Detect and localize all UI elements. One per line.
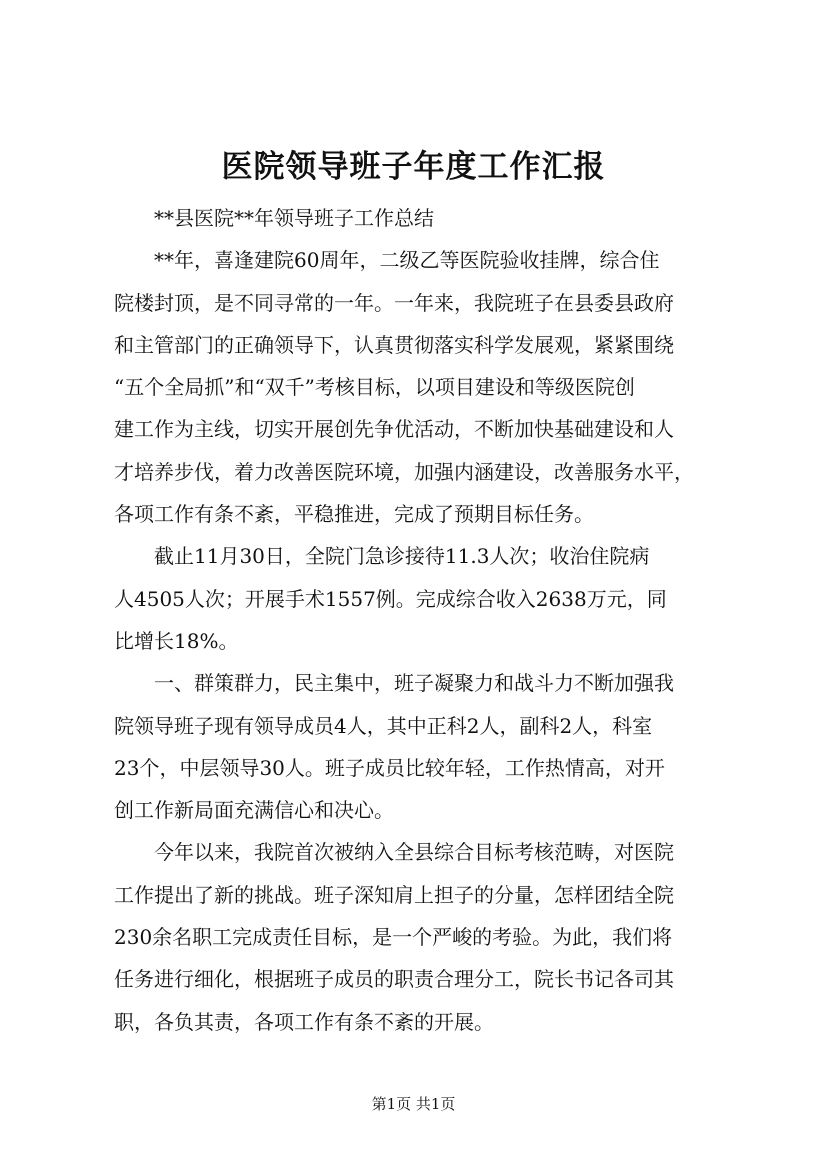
- paragraph-line: 截止11月30日，全院门急诊接待11.3人次；收治住院病: [154, 544, 650, 569]
- paragraph-line: 和主管部门的正确领导下，认真贯彻落实科学发展观，紧紧围绕: [114, 332, 674, 357]
- paragraph-line: 建工作为主线，切实开展创先争优活动，不断加快基础建设和人: [114, 417, 674, 442]
- page-footer: 第1页 共1页: [371, 1095, 456, 1113]
- subtitle-line: **县医院**年领导班子工作总结: [154, 206, 434, 230]
- paragraph-line: 创工作新局面充满信心和决心。: [114, 798, 394, 823]
- paragraph-line: 人4505人次；开展手术1557例。完成综合收入2638万元，同: [114, 586, 667, 611]
- paragraph-line: 比增长18%。: [114, 628, 239, 653]
- paragraph-line: **年，喜逢建院60周年，二级乙等医院验收挂牌，综合住: [154, 248, 660, 273]
- paragraph-line: 工作提出了新的挑战。班子深知肩上担子的分量，怎样团结全院: [114, 882, 674, 907]
- paragraph-line: “五个全局抓”和“双千”考核目标，以项目建设和等级医院创: [114, 375, 635, 400]
- paragraph-line: 今年以来，我院首次被纳入全县综合目标考核范畴，对医院: [154, 840, 674, 865]
- paragraph-line: 230余名职工完成责任目标，是一个严峻的考验。为此，我们将: [114, 925, 673, 950]
- paragraph-line: 院领导班子现有领导成员4人，其中正科2人，副科2人，科室: [114, 713, 653, 738]
- paragraph-line: 才培养步伐，着力改善医院环境，加强内涵建设，改善服务水平，: [114, 459, 694, 484]
- paragraph-line: 任务进行细化，根据班子成员的职责合理分工，院长书记各司其: [114, 967, 674, 992]
- paragraph-line: 各项工作有条不紊，平稳推进，完成了预期目标任务。: [114, 502, 594, 527]
- paragraph-line: 院楼封顶，是不同寻常的一年。一年来，我院班子在县委县政府: [114, 290, 674, 315]
- paragraph-line: 一、群策群力，民主集中，班子凝聚力和战斗力不断加强我: [154, 671, 674, 696]
- document-body: [114, 197, 726, 1043]
- paragraph-line: 23个，中层领导30人。班子成员比较年轻，工作热情高，对开: [114, 755, 665, 780]
- paragraph-line: 职，各负其责，各项工作有条不紊的开展。: [114, 1009, 494, 1034]
- document-title: 医院领导班子年度工作汇报: [221, 149, 606, 185]
